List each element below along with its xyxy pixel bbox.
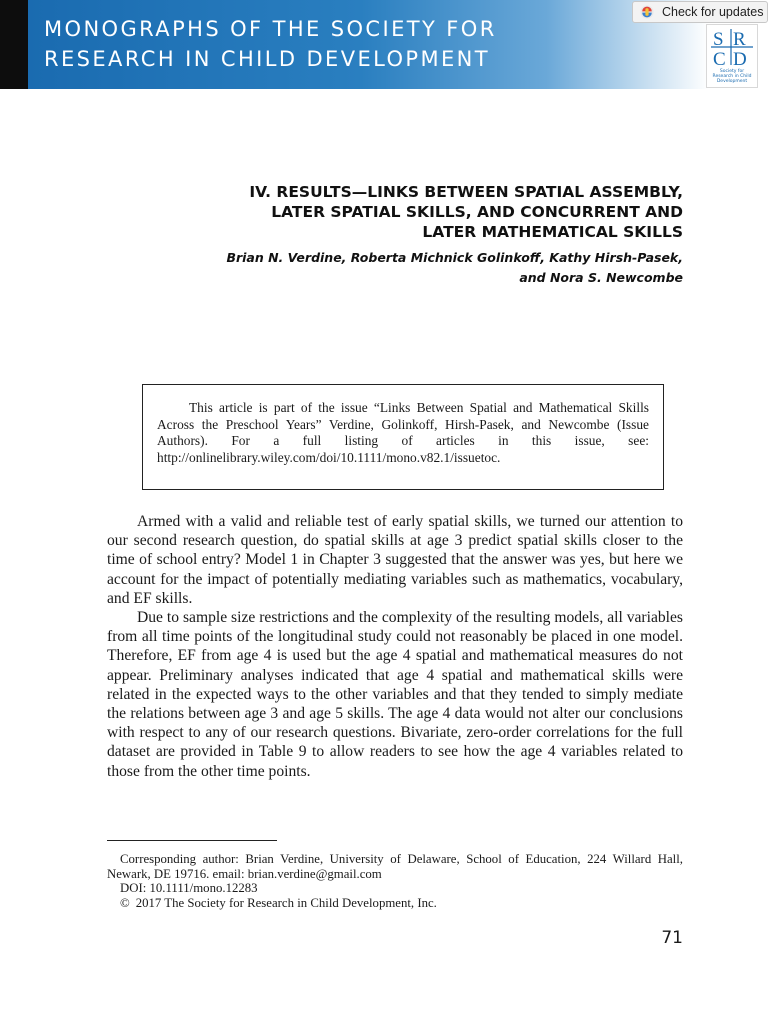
chapter-title-line: IV. RESULTS—LINKS BETWEEN SPATIAL ASSEMBLY,	[249, 183, 683, 201]
svg-text:D: D	[733, 49, 747, 67]
svg-text:C: C	[713, 49, 726, 67]
logo-caption: Society for Research in Child Development	[712, 69, 752, 84]
srcd-logo-icon	[709, 27, 755, 67]
author-list	[170, 248, 683, 288]
author-line: Brian N. Verdine, Roberta Michnick Golinkoff, Kathy Hirsh-Pasek,	[226, 250, 683, 265]
doi-note: DOI: 10.1111/mono.12283	[120, 881, 258, 895]
crossmark-icon	[640, 5, 654, 19]
corresponding-author-note: Corresponding author: Brian Verdine, University of Delaware, School of Education, 224 Willard Hall, Newark, DE 19716. email: brian.verdine@gmail.com	[107, 852, 683, 881]
footnotes	[107, 852, 683, 910]
check-for-updates-label: Check for updates	[662, 5, 764, 19]
article-body	[107, 512, 683, 781]
author-line: and Nora S. Newcombe	[519, 270, 683, 285]
issue-notice-box: This article is part of the issue “Links Between Spatial and Mathematical Skills Across the Preschool Years” Verdine, Golinkoff, Hirsh-Pasek, and Newcombe (Issue Authors). For a full listing of articles in this issue, see: http://onlinelibrary.wiley.com/doi/10.1111/mono.v82.1/issuetoc.	[142, 384, 664, 490]
footnote-divider	[107, 840, 277, 841]
page-number: 71	[661, 928, 683, 948]
body-paragraph: Armed with a valid and reliable test of early spatial skills, we turned our attention to our second research question, do spatial skills at age 3 predict spatial skills closer to the time of school entry? Model 1 in Chapter 3 suggested that the answer was yes, but here we account for the impact of potentially mediating variables such as mathematics, vocabulary, and EF skills.	[107, 513, 683, 607]
copyright-text: 2017 The Society for Research in Child Development, Inc.	[135, 895, 437, 910]
chapter-title-line: LATER MATHEMATICAL SKILLS	[422, 223, 683, 241]
journal-title: MONOGRAPHS OF THE SOCIETY FOR RESEARCH IN CHILD DEVELOPMENT	[44, 17, 497, 71]
svg-text:R: R	[733, 29, 746, 50]
svg-text:S: S	[713, 29, 724, 50]
chapter-title	[150, 182, 683, 242]
check-for-updates-button[interactable]	[632, 1, 768, 23]
copyright-symbol: ©	[120, 895, 130, 910]
srcd-logo	[706, 24, 758, 88]
header-edge-bar	[0, 0, 28, 89]
chapter-title-line: LATER SPATIAL SKILLS, AND CONCURRENT AND	[271, 203, 683, 221]
body-paragraph: Due to sample size restrictions and the complexity of the resulting models, all variables from all time points of the longitudinal study could not reasonably be placed in one model. Therefore, EF from age 4 is used but the age 4 spatial and mathematical measures do not appear. Preliminary analyses indicated that age 4 spatial and mathematical skills were related in the expected ways to the other variables and that they tended to simply mediate the relations between age 3 and age 5 skills. The age 4 data would not alter our conclusions with respect to any of our research questions. Bivariate, zero-order correlations for the full dataset are provided in Table 9 to allow readers to see how the age 4 variables related to those from the other time points.	[107, 609, 683, 780]
copyright-note	[107, 896, 683, 911]
